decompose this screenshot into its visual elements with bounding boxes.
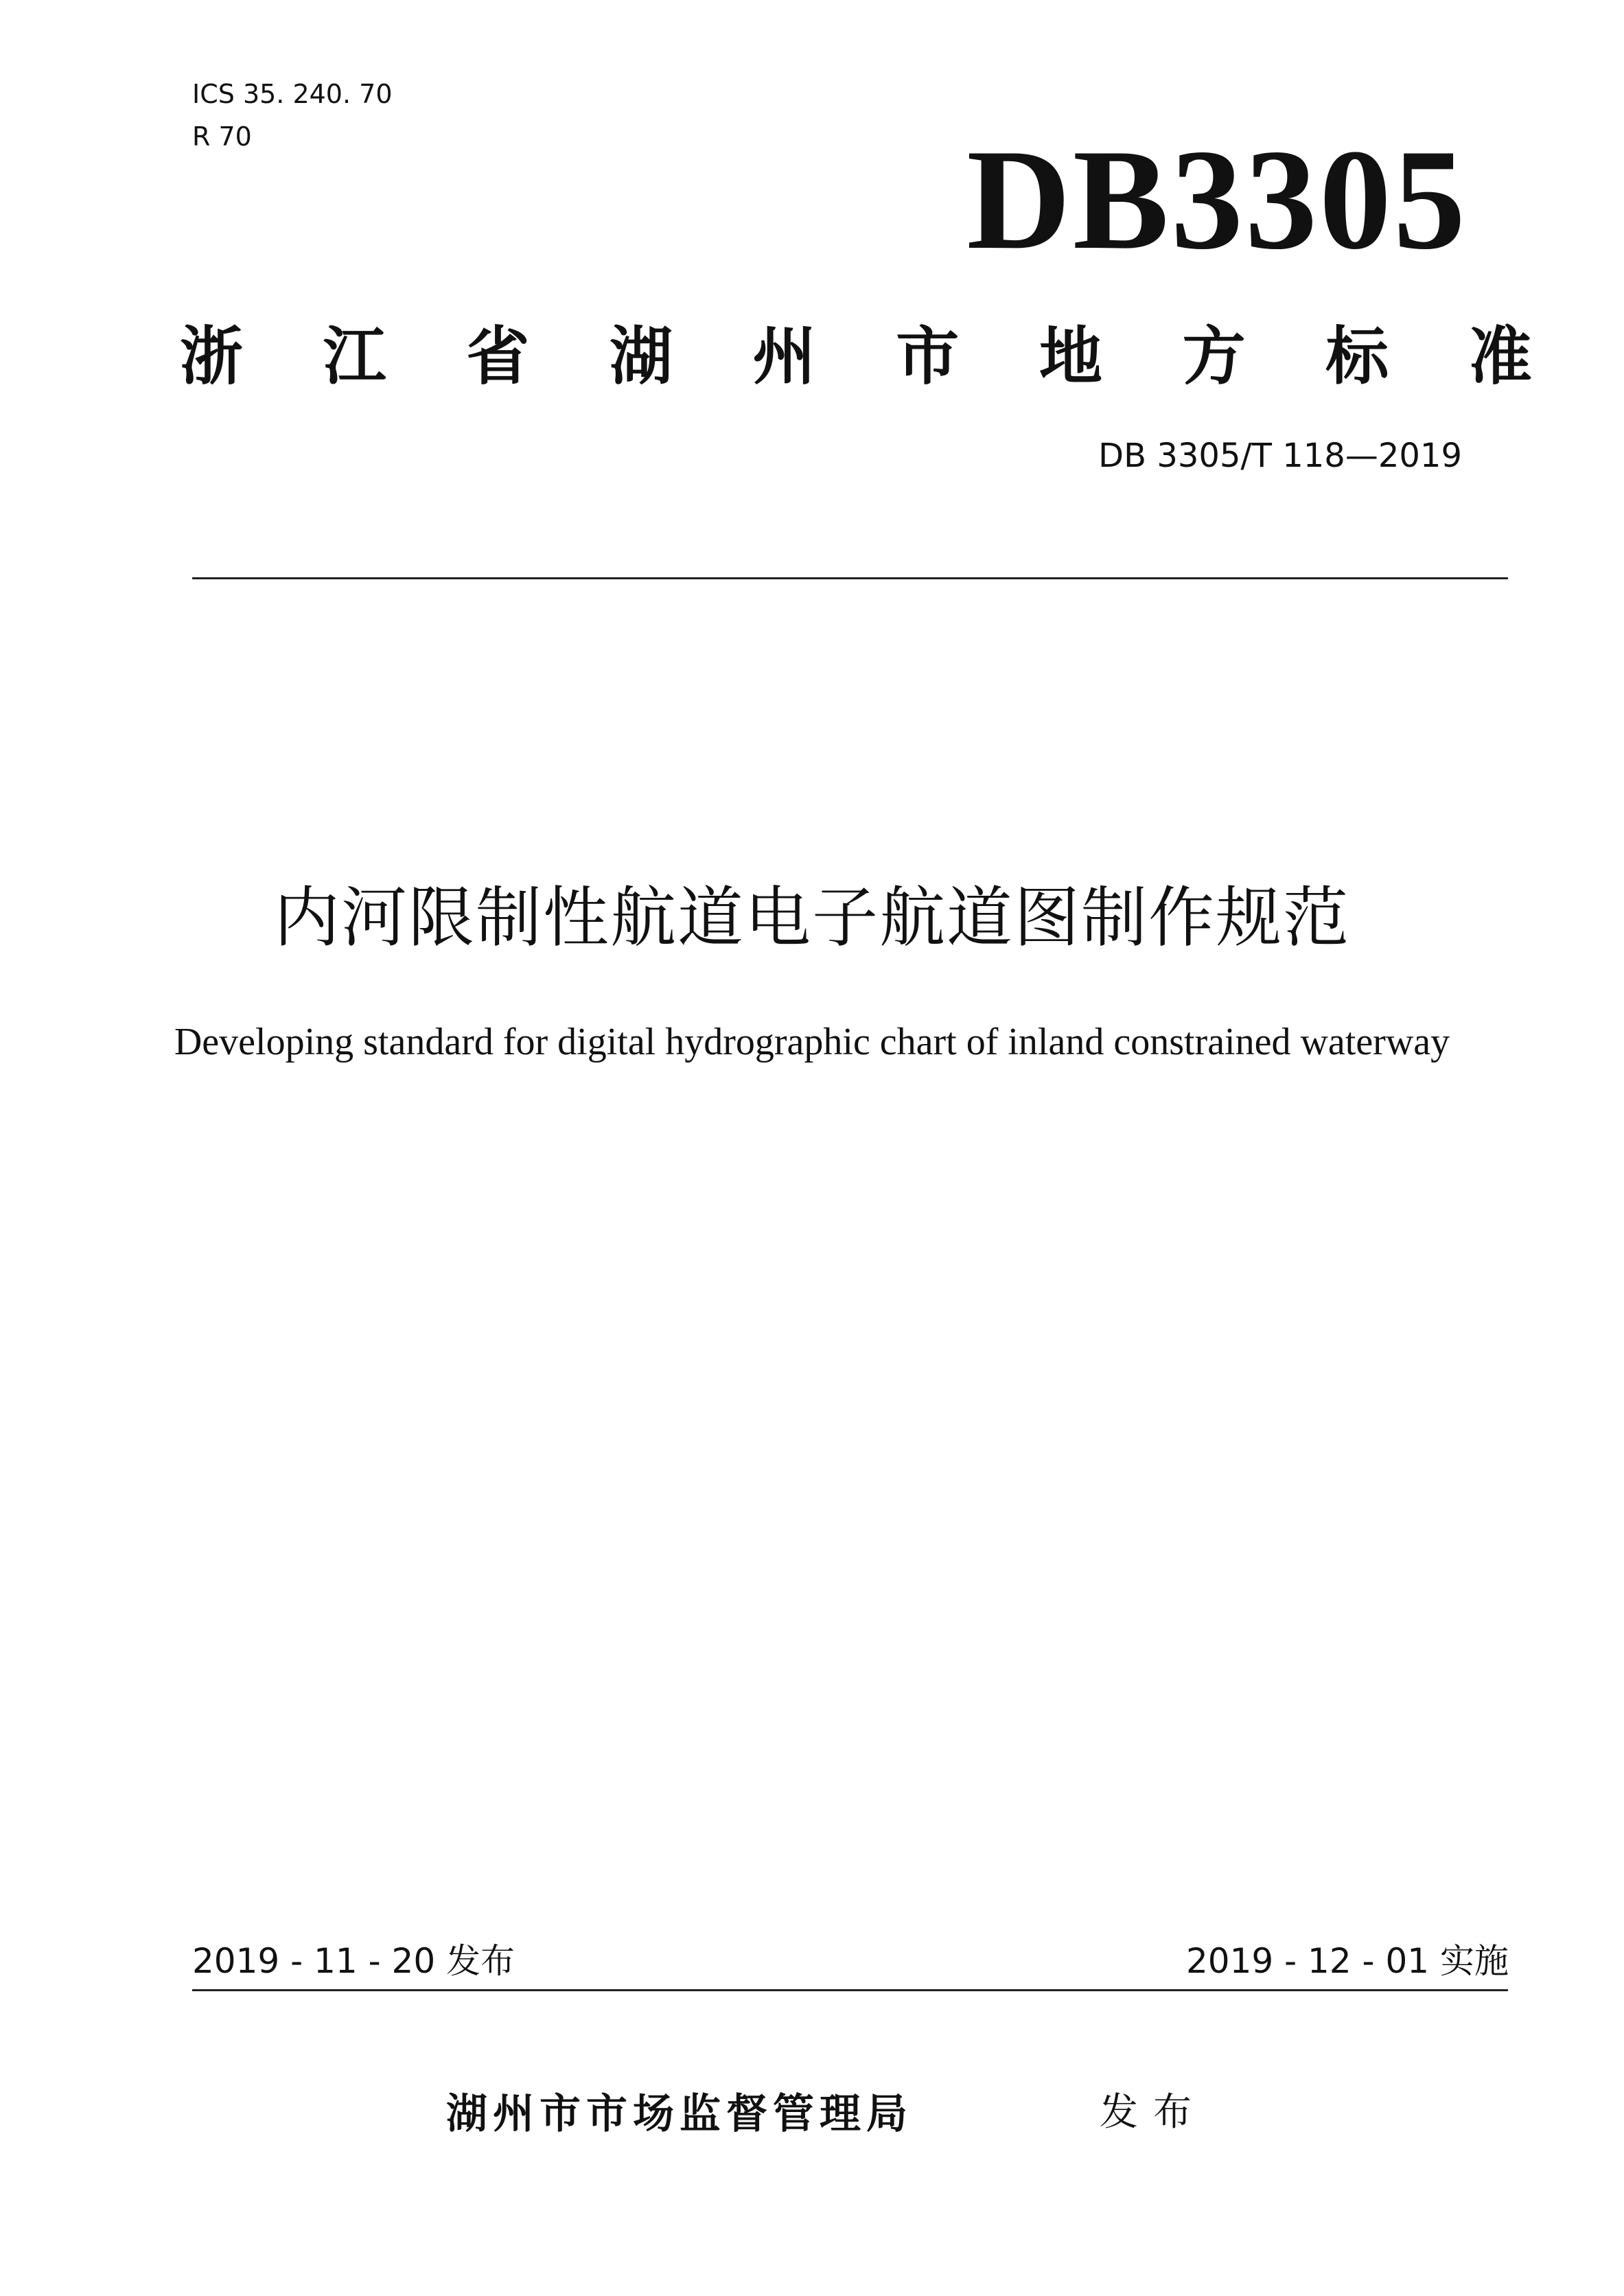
standard-type-char: 省 <box>466 320 530 393</box>
document-number: DB 3305/T 118—2019 <box>1098 437 1462 475</box>
standard-type-char: 浙 <box>180 320 244 393</box>
standard-type-char: 地 <box>1039 320 1102 393</box>
standard-type-char: 市 <box>896 320 960 393</box>
document-title-english: Developing standard for digital hydrographic chart of inland constrained waterway <box>174 1021 1450 1063</box>
standard-code: DB3305 <box>966 120 1468 279</box>
standard-type-char: 湖 <box>609 320 673 393</box>
publish-date: 2019 - 11 - 20 发布 <box>192 1941 515 1981</box>
standard-type-char: 江 <box>323 320 386 393</box>
standard-type-char: 方 <box>1182 320 1246 393</box>
issue-label: 发布 <box>1100 2090 1207 2135</box>
footer-divider <box>192 1989 1508 1991</box>
classification-code: R 70 <box>192 121 252 152</box>
standard-type-title <box>180 316 1532 398</box>
standard-type-char: 州 <box>752 320 816 393</box>
standard-type-char: 标 <box>1325 320 1389 393</box>
ics-code: ICS 35. 240. 70 <box>192 79 393 109</box>
standard-type-char: 准 <box>1468 320 1532 393</box>
issuing-authority: 湖州市市场监督管理局 <box>446 2090 913 2138</box>
header-divider <box>192 577 1508 579</box>
document-title-chinese: 内河限制性航道电子航道图制作规范 <box>274 879 1350 956</box>
implementation-date: 2019 - 12 - 01 实施 <box>1185 1941 1509 1981</box>
